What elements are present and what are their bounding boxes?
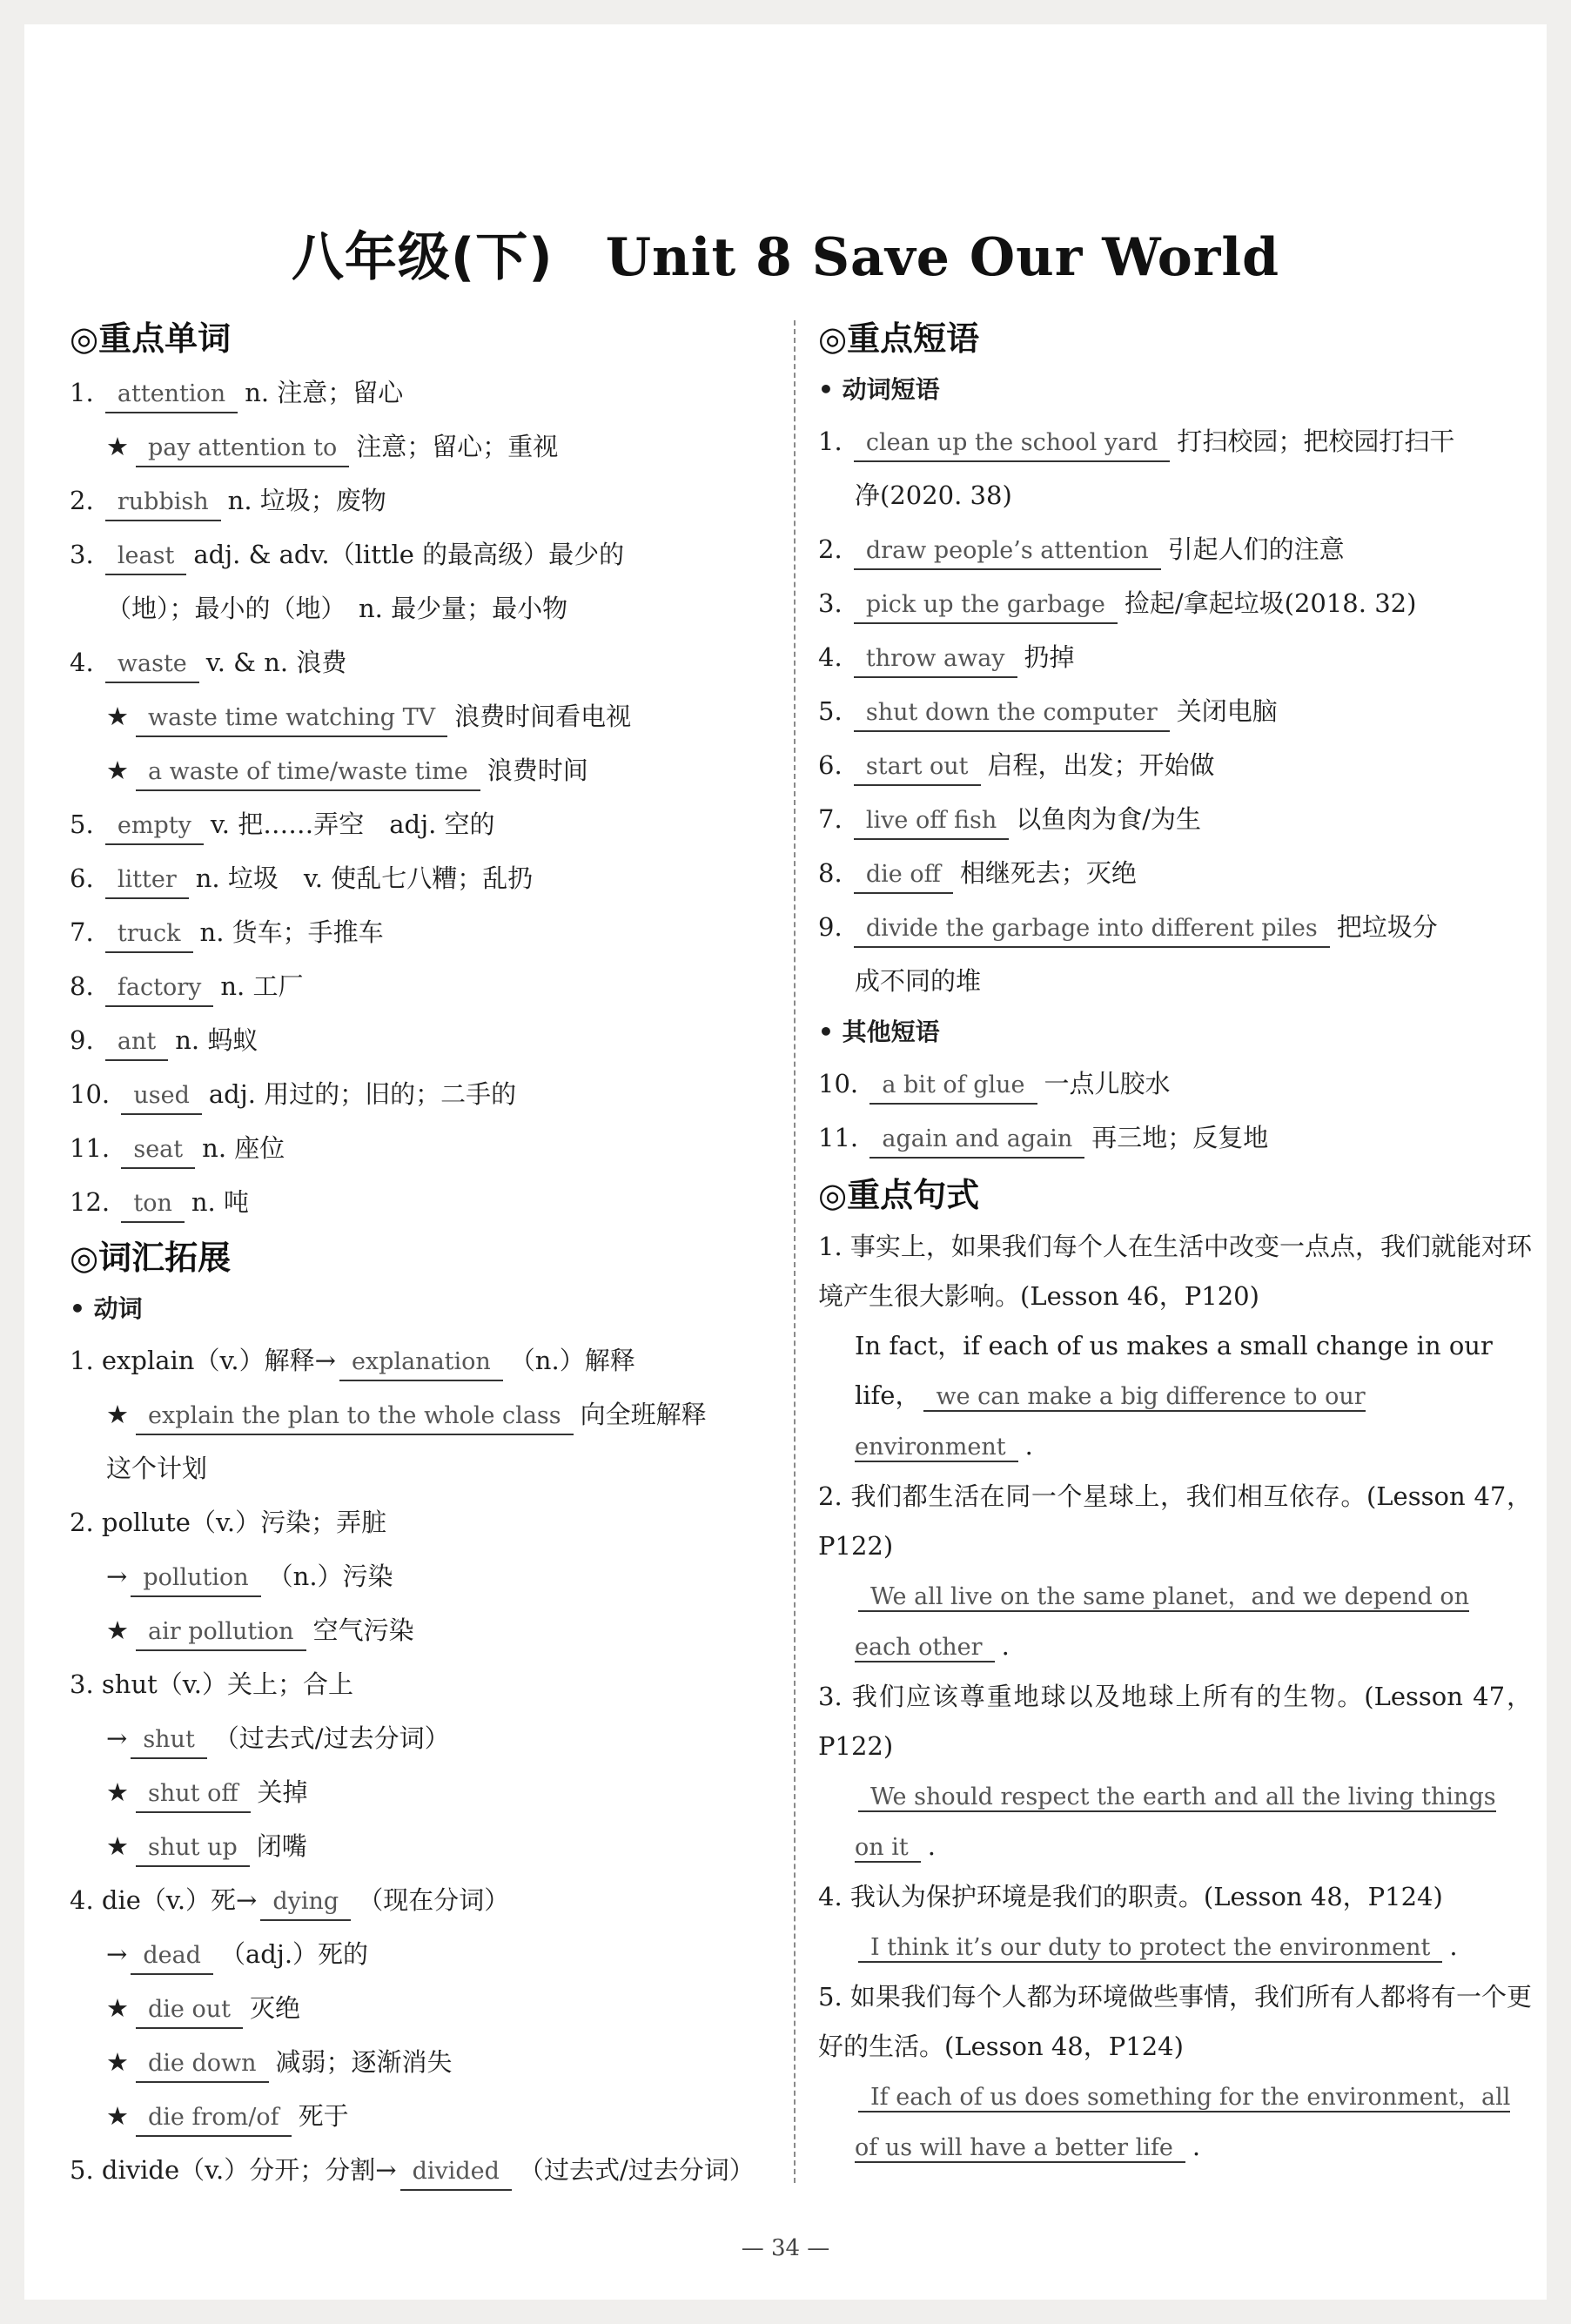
item-number: 11. (70, 1133, 118, 1163)
item-definition: n. 座位 (202, 1133, 285, 1163)
item-definition: 启程，出发；开始做 (987, 750, 1215, 780)
item-number: 11. (818, 1123, 867, 1152)
item-definition: n. 货车；手推车 (199, 917, 384, 947)
item-prompt: 3. shut（v.）关上；合上 (70, 1669, 353, 1699)
item-definition: 相继死去；灭绝 (959, 858, 1137, 888)
list-item (70, 2143, 783, 2197)
item-definition: 以鱼肉为食/为生 (1016, 804, 1202, 834)
answer-blank: divide the garbage into different piles (854, 911, 1330, 948)
answer-blank: explain the plan to the whole class (136, 1399, 574, 1435)
item-continuation: 成不同的堆 (855, 966, 982, 996)
answer-blank: air pollution (136, 1615, 306, 1651)
list-item (70, 689, 783, 743)
list-item (70, 420, 783, 474)
key-words-heading: ◎重点单词 (70, 319, 232, 358)
page-title (24, 216, 1547, 291)
list-item (818, 1057, 1532, 1111)
item-number: 6. (70, 863, 102, 893)
item-number: 2. (70, 486, 102, 515)
item-definition: 引起人们的注意 (1167, 534, 1345, 564)
list-item (70, 1927, 783, 1981)
sentence-item (818, 1872, 1532, 1972)
item-prompt: 5. divide（v.）分开；分割→ (70, 2155, 397, 2185)
item-definition: v. & n. 浪费 (205, 648, 347, 677)
list-item (70, 474, 783, 527)
star-icon: ★ (106, 1993, 129, 2023)
answer-blank: I think it’s our duty to protect the environment (858, 1934, 1442, 1963)
sentence-end: . (1449, 1931, 1458, 1961)
answer-blank: shut off (136, 1777, 251, 1813)
answer-blank: live off fish (854, 803, 1009, 840)
list-item (70, 1121, 783, 1175)
item-definition: （n.）解释 (509, 1346, 635, 1375)
unit-title: Unit 8 Save Our World (605, 227, 1280, 288)
item-definition: 灭绝 (249, 1993, 300, 2023)
left-column (70, 312, 783, 2197)
sentence-english (818, 2072, 1532, 2173)
key-words-list (70, 366, 783, 1229)
star-icon: ★ (106, 432, 129, 461)
list-item (70, 1387, 783, 1441)
other-phrases-subheading: • 其他短语 (818, 1018, 940, 1046)
list-item (70, 635, 783, 689)
arrow-icon: → (106, 1562, 128, 1591)
list-item (818, 792, 1532, 846)
answer-blank: pick up the garbage (854, 588, 1118, 624)
answer-blank: truck (105, 917, 193, 953)
star-icon: ★ (106, 1615, 129, 1645)
list-item (818, 576, 1532, 630)
list-item (70, 959, 783, 1013)
sentence-english (818, 1321, 1532, 1472)
item-definition: 再三地；反复地 (1091, 1123, 1269, 1152)
list-item (818, 900, 1532, 954)
answer-blank: dying (260, 1884, 351, 1921)
answer-blank: divided (400, 2154, 512, 2191)
answer-blank: used (121, 1078, 202, 1115)
item-definition: 关闭电脑 (1176, 696, 1278, 726)
answer-blank: ant (105, 1024, 168, 1061)
sentence-end: . (1024, 1431, 1033, 1461)
answer-blank: draw people’s attention (854, 534, 1161, 570)
item-number: 9. (70, 1025, 102, 1055)
item-definition: 向全班解释 (580, 1400, 707, 1429)
item-number: 3. (818, 588, 850, 618)
list-item (70, 581, 783, 635)
vocab-extension-list (70, 1333, 783, 2197)
item-number: 1. (818, 427, 850, 456)
list-item (70, 1549, 783, 1603)
item-prompt: 1. explain（v.）解释→ (70, 1346, 336, 1375)
list-item (70, 1013, 783, 1067)
right-column (818, 312, 1532, 2173)
sentence-item (818, 1672, 1532, 1872)
item-definition: 浪费时间 (487, 756, 588, 785)
item-number: 4. (818, 642, 850, 672)
item-number: 10. (818, 1069, 867, 1098)
vocab-extension-heading: ◎词汇拓展 (70, 1239, 232, 1277)
star-icon: ★ (106, 1777, 129, 1807)
list-item (70, 1819, 783, 1873)
answer-blank: litter (105, 863, 189, 899)
item-number: 1. (70, 378, 102, 407)
answer-blank: We all live on the same planet，and we depend on each other (855, 1583, 1469, 1661)
answer-blank: ton (121, 1186, 185, 1223)
star-icon: ★ (106, 702, 129, 731)
list-item (818, 414, 1532, 468)
page-number: — 34 — (741, 2235, 830, 2261)
list-item (70, 1873, 783, 1927)
answer-blank: start out (854, 749, 981, 786)
item-definition: 一点儿胶水 (1044, 1069, 1171, 1098)
verb-phrases-list (818, 414, 1532, 1008)
list-item (70, 797, 783, 851)
column-divider (794, 320, 796, 2183)
item-definition: n. 注意；留心 (245, 378, 404, 407)
sentence-end: . (1001, 1631, 1010, 1661)
item-number: 10. (70, 1079, 118, 1109)
sentence-english (818, 1571, 1532, 1672)
answer-blank: a waste of time/waste time (136, 755, 480, 791)
list-item (70, 1981, 783, 2035)
list-item (70, 1441, 783, 1495)
answer-blank: shut up (136, 1830, 250, 1867)
answer-blank: waste time watching TV (136, 701, 447, 737)
answer-blank: die off (854, 857, 953, 894)
sentence-end: . (927, 1831, 936, 1861)
item-definition: n. 工厂 (220, 971, 304, 1001)
item-definition: （过去式/过去分词） (213, 1723, 450, 1753)
item-definition: 空气污染 (312, 1615, 414, 1645)
sentence-chinese: 4. 我认为保护环境是我们的职责。(Lesson 48，P124) (818, 1882, 1443, 1911)
answer-blank: pay attention to (136, 431, 349, 467)
list-item (70, 851, 783, 905)
sentence-end: . (1192, 2132, 1201, 2161)
item-continuation: 净(2020. 38) (855, 480, 1012, 510)
verbs-subheading: • 动词 (70, 1294, 143, 1323)
item-number: 4. (70, 648, 102, 677)
sentence-chinese: 1. 事实上，如果我们每个人在生活中改变一点点，我们就能对环境产生很大影响。(Lesson 46，P120) (818, 1232, 1532, 1311)
item-definition: 死于 (298, 2101, 349, 2131)
answer-blank: empty (105, 809, 204, 845)
arrow-icon: → (106, 1723, 128, 1753)
list-item (818, 630, 1532, 684)
other-phrases-list (818, 1057, 1532, 1165)
answer-blank: If each of us does something for the environment，all of us will have a better life (855, 2084, 1511, 2161)
item-definition: （adj.）死的 (219, 1939, 369, 1969)
answer-blank: again and again (869, 1122, 1084, 1159)
item-definition: 捡起/拿起垃圾(2018. 32) (1124, 588, 1417, 618)
item-definition: （n.）污染 (267, 1562, 393, 1591)
answer-blank: die from/of (136, 2100, 292, 2137)
sentence-chinese: 2. 我们都生活在同一个星球上，我们相互依存。(Lesson 47，P122) (818, 1481, 1532, 1561)
star-icon: ★ (106, 1831, 129, 1861)
item-prompt: 2. pollute（v.）污染；弄脏 (70, 1508, 387, 1537)
list-item (70, 2089, 783, 2143)
item-number: 3. (70, 540, 102, 569)
answer-blank: least (105, 539, 186, 575)
item-definition: adj. & adv.（little 的最高级）最少的 (193, 540, 625, 569)
list-item (70, 1333, 783, 1387)
answer-blank: We should respect the earth and all the living things on it (855, 1783, 1496, 1861)
sentence-chinese: 5. 如果我们每个人都为环境做些事情，我们所有人都将有一个更好的生活。(Lesson 48，P124) (818, 1982, 1532, 2061)
verb-phrases-subheading: • 动词短语 (818, 375, 940, 404)
item-definition: 扔掉 (1024, 642, 1075, 672)
answer-blank: a bit of glue (869, 1068, 1037, 1105)
item-number: 9. (818, 912, 850, 942)
answer-blank: dead (131, 1938, 213, 1975)
item-definition: 浪费时间看电视 (454, 702, 632, 731)
star-icon: ★ (106, 2101, 129, 2131)
sentence-item (818, 1222, 1532, 1472)
item-definition: n. 垃圾 v. 使乱七八糟；乱扔 (195, 863, 534, 893)
list-item (818, 1111, 1532, 1165)
star-icon: ★ (106, 1400, 129, 1429)
list-item (818, 522, 1532, 576)
answer-blank: clean up the school yard (854, 426, 1171, 462)
star-icon: ★ (106, 756, 129, 785)
item-number: 8. (70, 971, 102, 1001)
item-continuation: 这个计划 (106, 1454, 208, 1483)
key-sentences-heading: ◎重点句式 (818, 1176, 980, 1214)
sentence-prompt: In fact，if each of us makes a small change in our life， (855, 1331, 1493, 1410)
list-item (70, 366, 783, 420)
grade-label: 八年级(下) (291, 227, 554, 288)
item-number: 12. (70, 1187, 118, 1217)
list-item (70, 1657, 783, 1711)
item-definition: （现在分词） (358, 1885, 510, 1915)
item-definition: n. 吨 (191, 1187, 249, 1217)
list-item (70, 527, 783, 581)
item-number: 2. (818, 534, 850, 564)
list-item (70, 2035, 783, 2089)
list-item (818, 954, 1532, 1008)
list-item (70, 1603, 783, 1657)
item-number: 6. (818, 750, 850, 780)
answer-blank: pollution (131, 1561, 260, 1597)
list-item (818, 738, 1532, 792)
key-phrases-heading: ◎重点短语 (818, 319, 980, 358)
answer-blank: die down (136, 2046, 269, 2083)
item-number: 5. (70, 809, 102, 839)
answer-blank: attention (105, 377, 238, 413)
item-number: 7. (70, 917, 102, 947)
answer-blank: we can make a big difference to our environment (855, 1383, 1366, 1461)
answer-blank: explanation (339, 1345, 503, 1381)
item-definition: 减弱；逐渐消失 (275, 2047, 453, 2077)
answer-blank: seat (121, 1132, 195, 1169)
item-definition: 关掉 (257, 1777, 308, 1807)
item-prompt: 4. die（v.）死→ (70, 1885, 258, 1915)
worksheet-page (24, 24, 1547, 2300)
list-item (70, 1495, 783, 1549)
item-definition: v. 把……弄空 adj. 空的 (210, 809, 495, 839)
answer-blank: die out (136, 1992, 243, 2029)
answer-blank: throw away (854, 641, 1017, 678)
key-sentences-list (818, 1222, 1532, 2173)
answer-blank: rubbish (105, 485, 221, 521)
item-definition: 打扫校园；把校园打扫干 (1177, 427, 1455, 456)
item-number: 7. (818, 804, 850, 834)
list-item (70, 1711, 783, 1765)
list-item (70, 905, 783, 959)
list-item (70, 1067, 783, 1121)
item-definition: n. 蚂蚁 (175, 1025, 258, 1055)
item-definition: 把垃圾分 (1336, 912, 1438, 942)
sentence-chinese: 3. 我们应该尊重地球以及地球上所有的生物。(Lesson 47，P122) (818, 1682, 1532, 1761)
item-definition: 闭嘴 (256, 1831, 307, 1861)
item-definition: adj. 用过的；旧的；二手的 (208, 1079, 517, 1109)
arrow-icon: → (106, 1939, 128, 1969)
list-item (70, 1765, 783, 1819)
item-continuation: （地）；最小的（地） n. 最少量；最小物 (106, 594, 568, 623)
list-item (818, 468, 1532, 522)
star-icon: ★ (106, 2047, 129, 2077)
sentence-english (818, 1771, 1532, 1872)
sentence-english (818, 1922, 1532, 1972)
item-definition: 注意；留心；重视 (356, 432, 559, 461)
item-number: 5. (818, 696, 850, 726)
item-number: 8. (818, 858, 850, 888)
item-definition: （过去式/过去分词） (518, 2155, 755, 2185)
answer-blank: shut down the computer (854, 695, 1170, 732)
answer-blank: factory (105, 971, 213, 1007)
list-item (818, 684, 1532, 738)
answer-blank: shut (131, 1723, 206, 1759)
sentence-item (818, 1972, 1532, 2173)
answer-blank: waste (105, 647, 199, 683)
sentence-item (818, 1472, 1532, 1672)
item-definition: n. 垃圾；废物 (227, 486, 386, 515)
list-item (70, 1175, 783, 1229)
list-item (818, 846, 1532, 900)
list-item (70, 743, 783, 797)
